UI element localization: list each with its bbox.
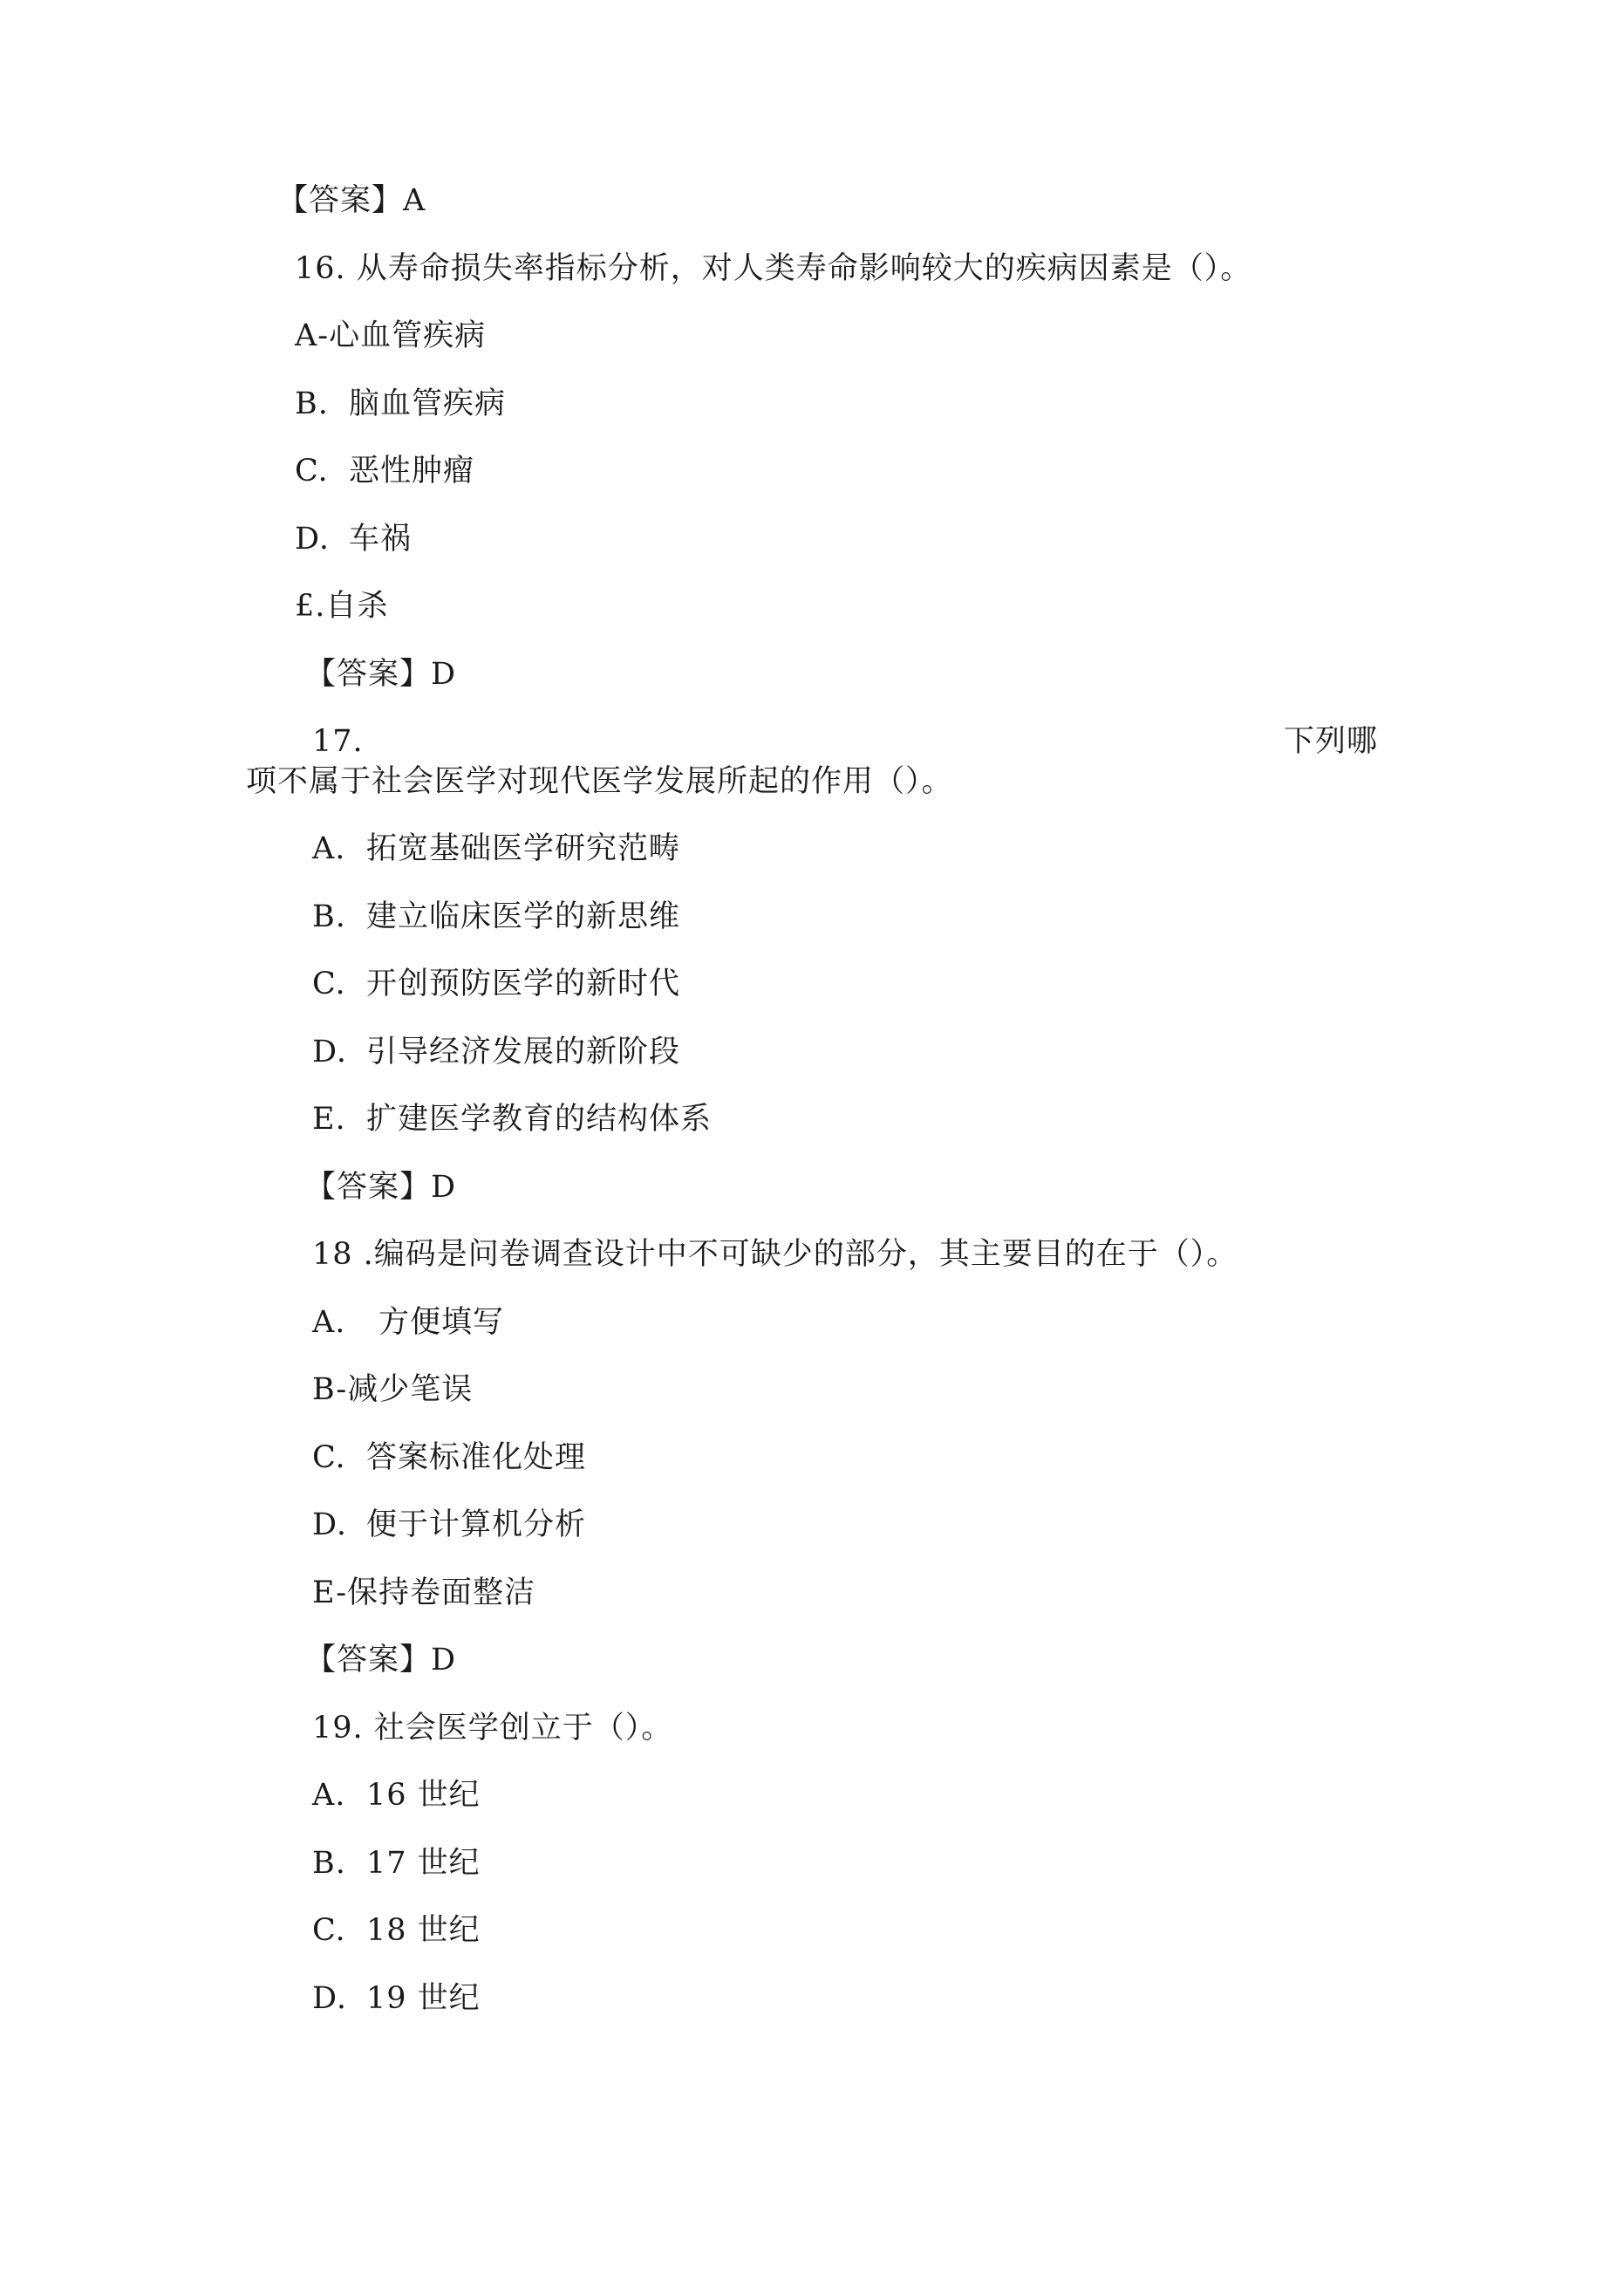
answer-q16: 【答案】D	[305, 657, 457, 692]
option-label: B.	[312, 899, 346, 934]
option-label: D.	[312, 1981, 347, 2016]
answer-q17: 【答案】D	[305, 1170, 457, 1205]
option-text: 17 世纪	[366, 1846, 481, 1881]
option-text: 脑血管疾病	[349, 386, 507, 421]
q17-option-e	[312, 1102, 712, 1137]
option-text: 引导经济发展的新阶段	[366, 1035, 681, 1069]
option-text: 开创预防医学的新时代	[366, 967, 681, 1001]
q18-option-b: B-减少笔误	[312, 1372, 474, 1407]
option-label: C.	[312, 1440, 346, 1475]
q19-option-b	[312, 1846, 481, 1881]
option-label: D.	[312, 1507, 347, 1542]
option-text: 18 世纪	[366, 1913, 481, 1948]
option-text: 拓宽基础医学研究范畴	[366, 831, 681, 866]
option-label: B.	[312, 1846, 346, 1881]
question-17-tail: 下列哪	[1284, 724, 1379, 759]
q19-option-c	[312, 1913, 481, 1948]
option-label: A.	[312, 831, 346, 866]
question-17-line2: 项不属于社会医学对现代医学发展所起的作用（）。	[246, 764, 953, 799]
q16-option-e: £.自杀	[295, 589, 389, 624]
answer-q15: 【答案】A	[277, 183, 426, 218]
q18-option-a	[312, 1305, 504, 1340]
option-label: C.	[312, 1913, 346, 1948]
option-text: 扩建医学教育的结构体系	[366, 1102, 713, 1137]
option-text: 恶性肿瘤	[349, 454, 475, 489]
q17-option-d	[312, 1035, 680, 1069]
option-text: 16 世纪	[366, 1778, 481, 1813]
option-label: D.	[312, 1035, 347, 1069]
option-label: B.	[295, 386, 329, 421]
q19-option-a	[312, 1778, 481, 1813]
answer-q18: 【答案】D	[305, 1643, 457, 1678]
option-label: C.	[295, 454, 329, 489]
q18-option-d	[312, 1507, 586, 1542]
option-label: A.	[312, 1305, 346, 1340]
question-16: 16. 从寿命损失率指标分析，对人类寿命影响较大的疾病因素是（）。	[295, 251, 1252, 286]
q19-option-d	[312, 1981, 481, 2016]
option-text: 19 世纪	[366, 1981, 481, 2016]
q16-option-a: A-心血管疾病	[295, 318, 487, 353]
option-text: 车祸	[349, 522, 413, 557]
q16-option-b	[295, 386, 506, 421]
option-text: 答案标准化处理	[366, 1440, 587, 1475]
question-18: 18 .编码是问卷调查设计中不可缺少的部分，其主要目的在于（）。	[312, 1237, 1238, 1272]
option-text: 便于计算机分析	[366, 1507, 587, 1542]
option-label: C.	[312, 967, 346, 1001]
q18-option-e: E-保持卷面整洁	[312, 1575, 536, 1610]
q18-option-c	[312, 1440, 586, 1475]
q17-option-c	[312, 967, 680, 1001]
option-text: 方便填写	[378, 1305, 505, 1340]
option-label: A.	[312, 1778, 346, 1813]
q16-option-d	[295, 522, 412, 557]
option-label: E.	[312, 1102, 346, 1137]
option-label: D.	[295, 522, 330, 557]
question-19: 19. 社会医学创立于（）。	[312, 1711, 673, 1746]
q17-option-b	[312, 899, 680, 934]
question-17-number: 17.	[312, 724, 364, 759]
q16-option-c	[295, 454, 474, 489]
option-text: 建立临床医学的新思维	[366, 899, 681, 934]
q17-option-a	[312, 831, 680, 866]
